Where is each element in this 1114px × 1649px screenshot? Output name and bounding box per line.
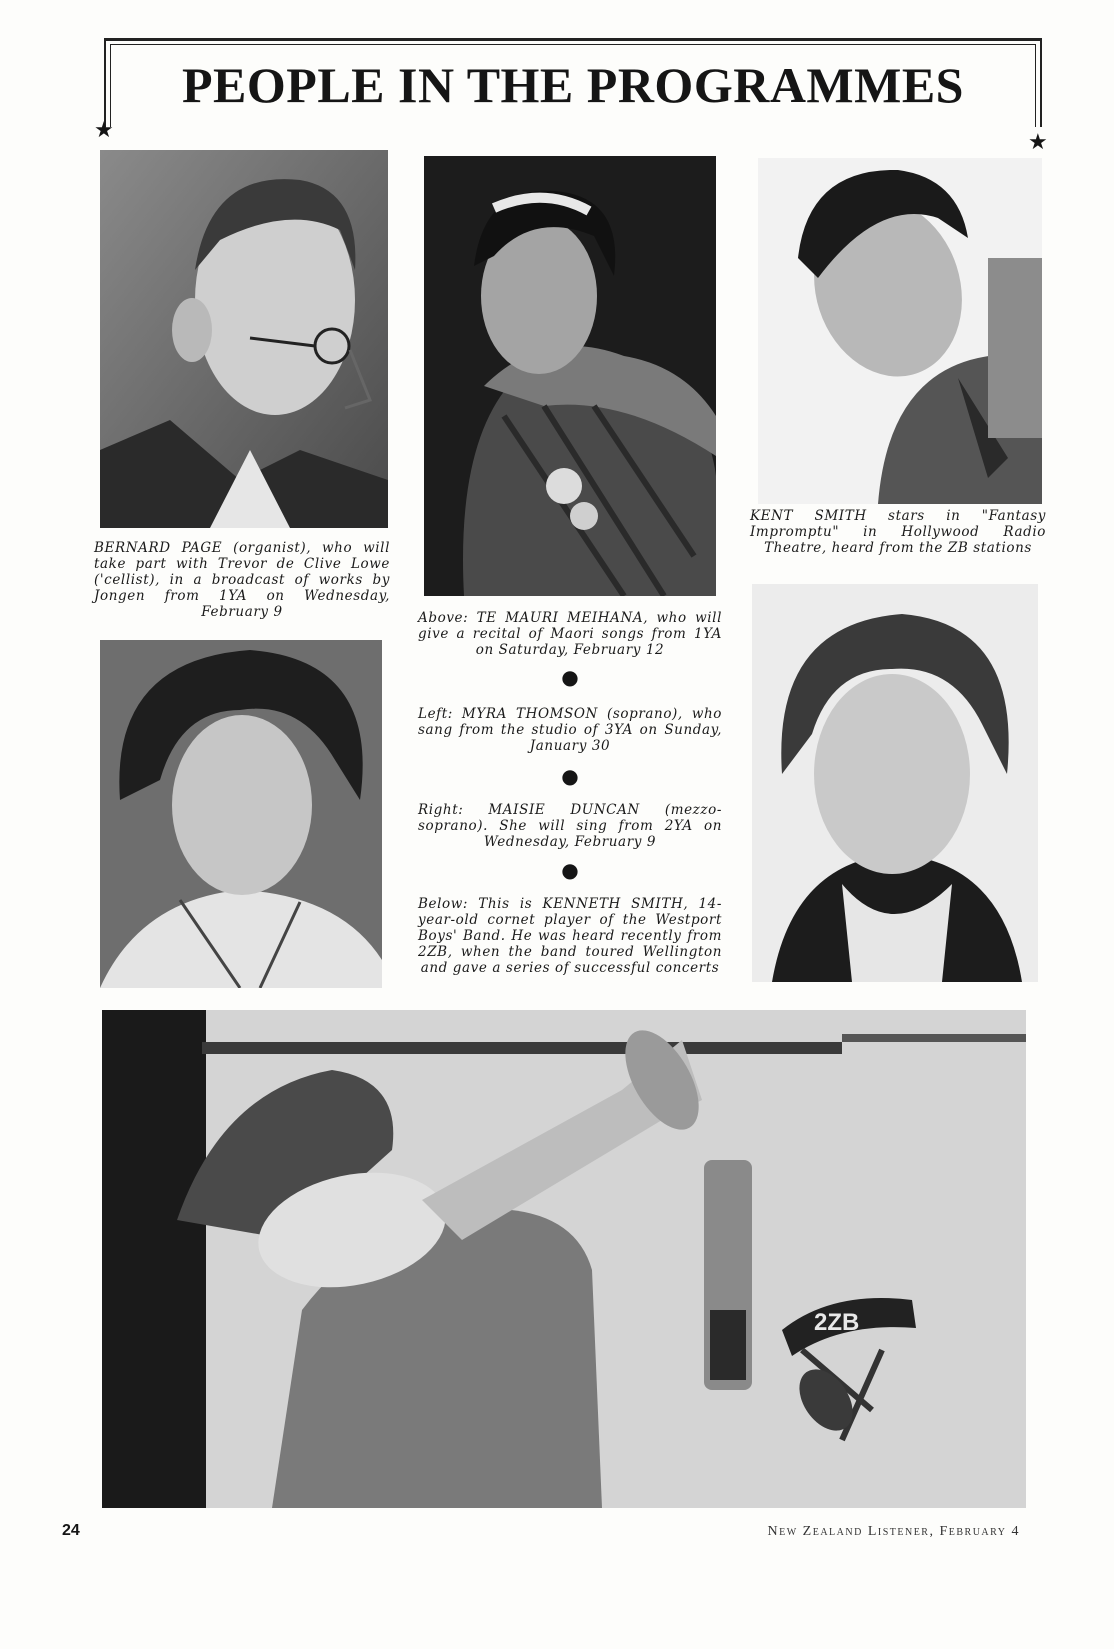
bullet-1: ● (561, 665, 579, 689)
photo-kenneth-smith (102, 1010, 1026, 1508)
mic-label: 2ZB (814, 1309, 860, 1336)
bullet-3: ● (561, 858, 579, 882)
photo-bernard-page (100, 150, 388, 528)
star-icon-left: ★ (94, 118, 114, 143)
photo-kent-smith (758, 158, 1042, 504)
photo-te-mauri-meihana (424, 156, 716, 596)
page-title: PEOPLE IN THE PROGRAMMES (182, 57, 964, 113)
page-number: 24 (62, 1522, 80, 1539)
caption-te-mauri-meihana: Above: TE MAURI MEIHANA, who will give a recital of Maori songs from 1YA on Saturday, February 12 (418, 610, 722, 658)
caption-kenneth-smith: Below: This is KENNETH SMITH, 14-year-old cornet player of the Westport Boys' Band. He was heard recently from 2ZB, when the band toured Wellington and gave a series of successful concerts (418, 896, 722, 976)
publication-footer: New Zealand Listener, February 4 (767, 1524, 1020, 1539)
caption-maisie-duncan: Right: MAISIE DUNCAN (mezzo-soprano). She will sing from 2YA on Wednesday, February 9 (418, 802, 722, 850)
caption-kent-smith: KENT SMITH stars in "Fantasy Impromptu" in Hollywood Radio Theatre, heard from the ZB stations (750, 508, 1046, 556)
photo-maisie-duncan (752, 584, 1038, 982)
photo-myra-thomson (100, 640, 382, 988)
bullet-2: ● (561, 764, 579, 788)
star-icon-right: ★ (1028, 130, 1048, 155)
caption-bernard-page: BERNARD PAGE (organist), who will take part with Trevor de Clive Lowe ('cellist), in a broadcast of works by Jongen from 1YA on Wednesday, February 9 (94, 540, 390, 620)
caption-myra-thomson: Left: MYRA THOMSON (soprano), who sang from the studio of 3YA on Sunday, January 30 (418, 706, 722, 754)
